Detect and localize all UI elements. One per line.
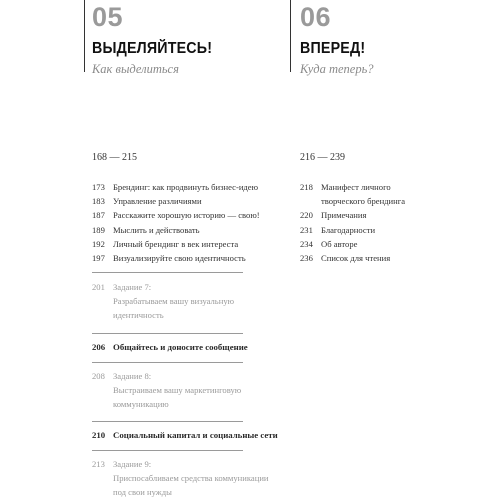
entry-title: Примечания [321,210,367,221]
page-number: 220 [300,210,313,221]
chapter-subtitle: Куда теперь? [300,62,374,76]
task-entry[interactable] [92,457,269,500]
task-label: Задание 7: [113,282,152,292]
toc-entry[interactable] [92,223,260,237]
entry-title: Визуализируйте свою идентичность [113,253,246,264]
toc-entry[interactable] [300,223,405,237]
entry-title: Список для чтения [321,253,391,264]
chapter-title: ВПЕРЕД! [300,40,366,57]
task-title-line: Выстраиваем вашу маркетинговую [113,385,242,396]
chapter-title: ВЫДЕЛЯЙТЕСЬ! [92,40,213,57]
page-number: 192 [92,238,105,249]
entry-title: Личный брендинг в век интереста [113,238,239,249]
task-title-line: под свои нужды [113,487,172,498]
page-number: 183 [92,196,105,207]
toc-entry[interactable] [300,251,405,265]
task-title-line: идентичность [113,310,164,321]
toc-entry[interactable] [92,237,260,251]
page-number: 210 [92,430,106,440]
toc-entry[interactable] [300,208,405,222]
page-number: 231 [300,224,313,235]
toc-entry[interactable] [92,194,260,208]
toc-entry-bold[interactable] [92,430,278,440]
task-title-line: Приспосабливаем средства коммуникации [113,473,269,484]
toc-list [300,180,405,265]
entry-title: Брендинг: как продвинуть бизнес-идею [113,182,259,192]
divider [92,362,243,363]
page-number: 201 [92,282,105,292]
page-number: 213 [92,459,105,469]
entry-title-line: Манифест личного [321,182,391,192]
chapter-subtitle: Как выделиться [92,62,179,76]
page-number: 236 [300,253,313,264]
toc-entry-bold[interactable] [92,342,248,352]
task-entry[interactable] [92,369,241,412]
toc-entry[interactable] [92,180,260,194]
page-number: 189 [92,224,105,235]
page-range: 168 — 215 [92,152,137,163]
toc-list [92,180,260,265]
entry-title: Расскажите хорошую историю — свою! [113,210,260,221]
task-title-line: Разрабатываем вашу визуальную [113,296,235,307]
entry-title: Об авторе [321,238,358,249]
toc-entry[interactable] [300,237,405,251]
page-number: 173 [92,182,105,192]
entry-title: Мыслить и действовать [113,224,200,235]
page-number: 218 [300,182,313,192]
toc-entry[interactable] [92,251,260,265]
divider [92,272,243,273]
entry-title-line: творческого брендинга [321,196,406,207]
task-label: Задание 8: [113,371,152,381]
left-column-rule [84,0,85,72]
divider [92,450,243,451]
entry-title: Благодарности [321,224,376,235]
page-number: 234 [300,238,313,249]
entry-title: Управление различиями [113,196,202,207]
right-column-rule [290,0,291,72]
page-number: 187 [92,210,105,221]
toc-entry[interactable] [92,208,260,222]
page-range: 216 — 239 [300,152,345,163]
entry-title: Социальный капитал и социальные сети [113,430,278,440]
page-number: 197 [92,253,105,264]
task-title-line: коммуникацию [113,399,169,410]
chapter-number: 05 [92,2,124,32]
task-label: Задание 9: [113,459,152,469]
page-number: 206 [92,342,106,352]
divider [92,421,243,422]
entry-title: Общайтесь и доносите сообщение [113,342,248,352]
task-entry[interactable] [92,280,234,323]
page-number: 208 [92,371,105,381]
chapter-number: 06 [300,2,332,32]
toc-entry[interactable] [300,180,405,208]
divider [92,333,243,334]
